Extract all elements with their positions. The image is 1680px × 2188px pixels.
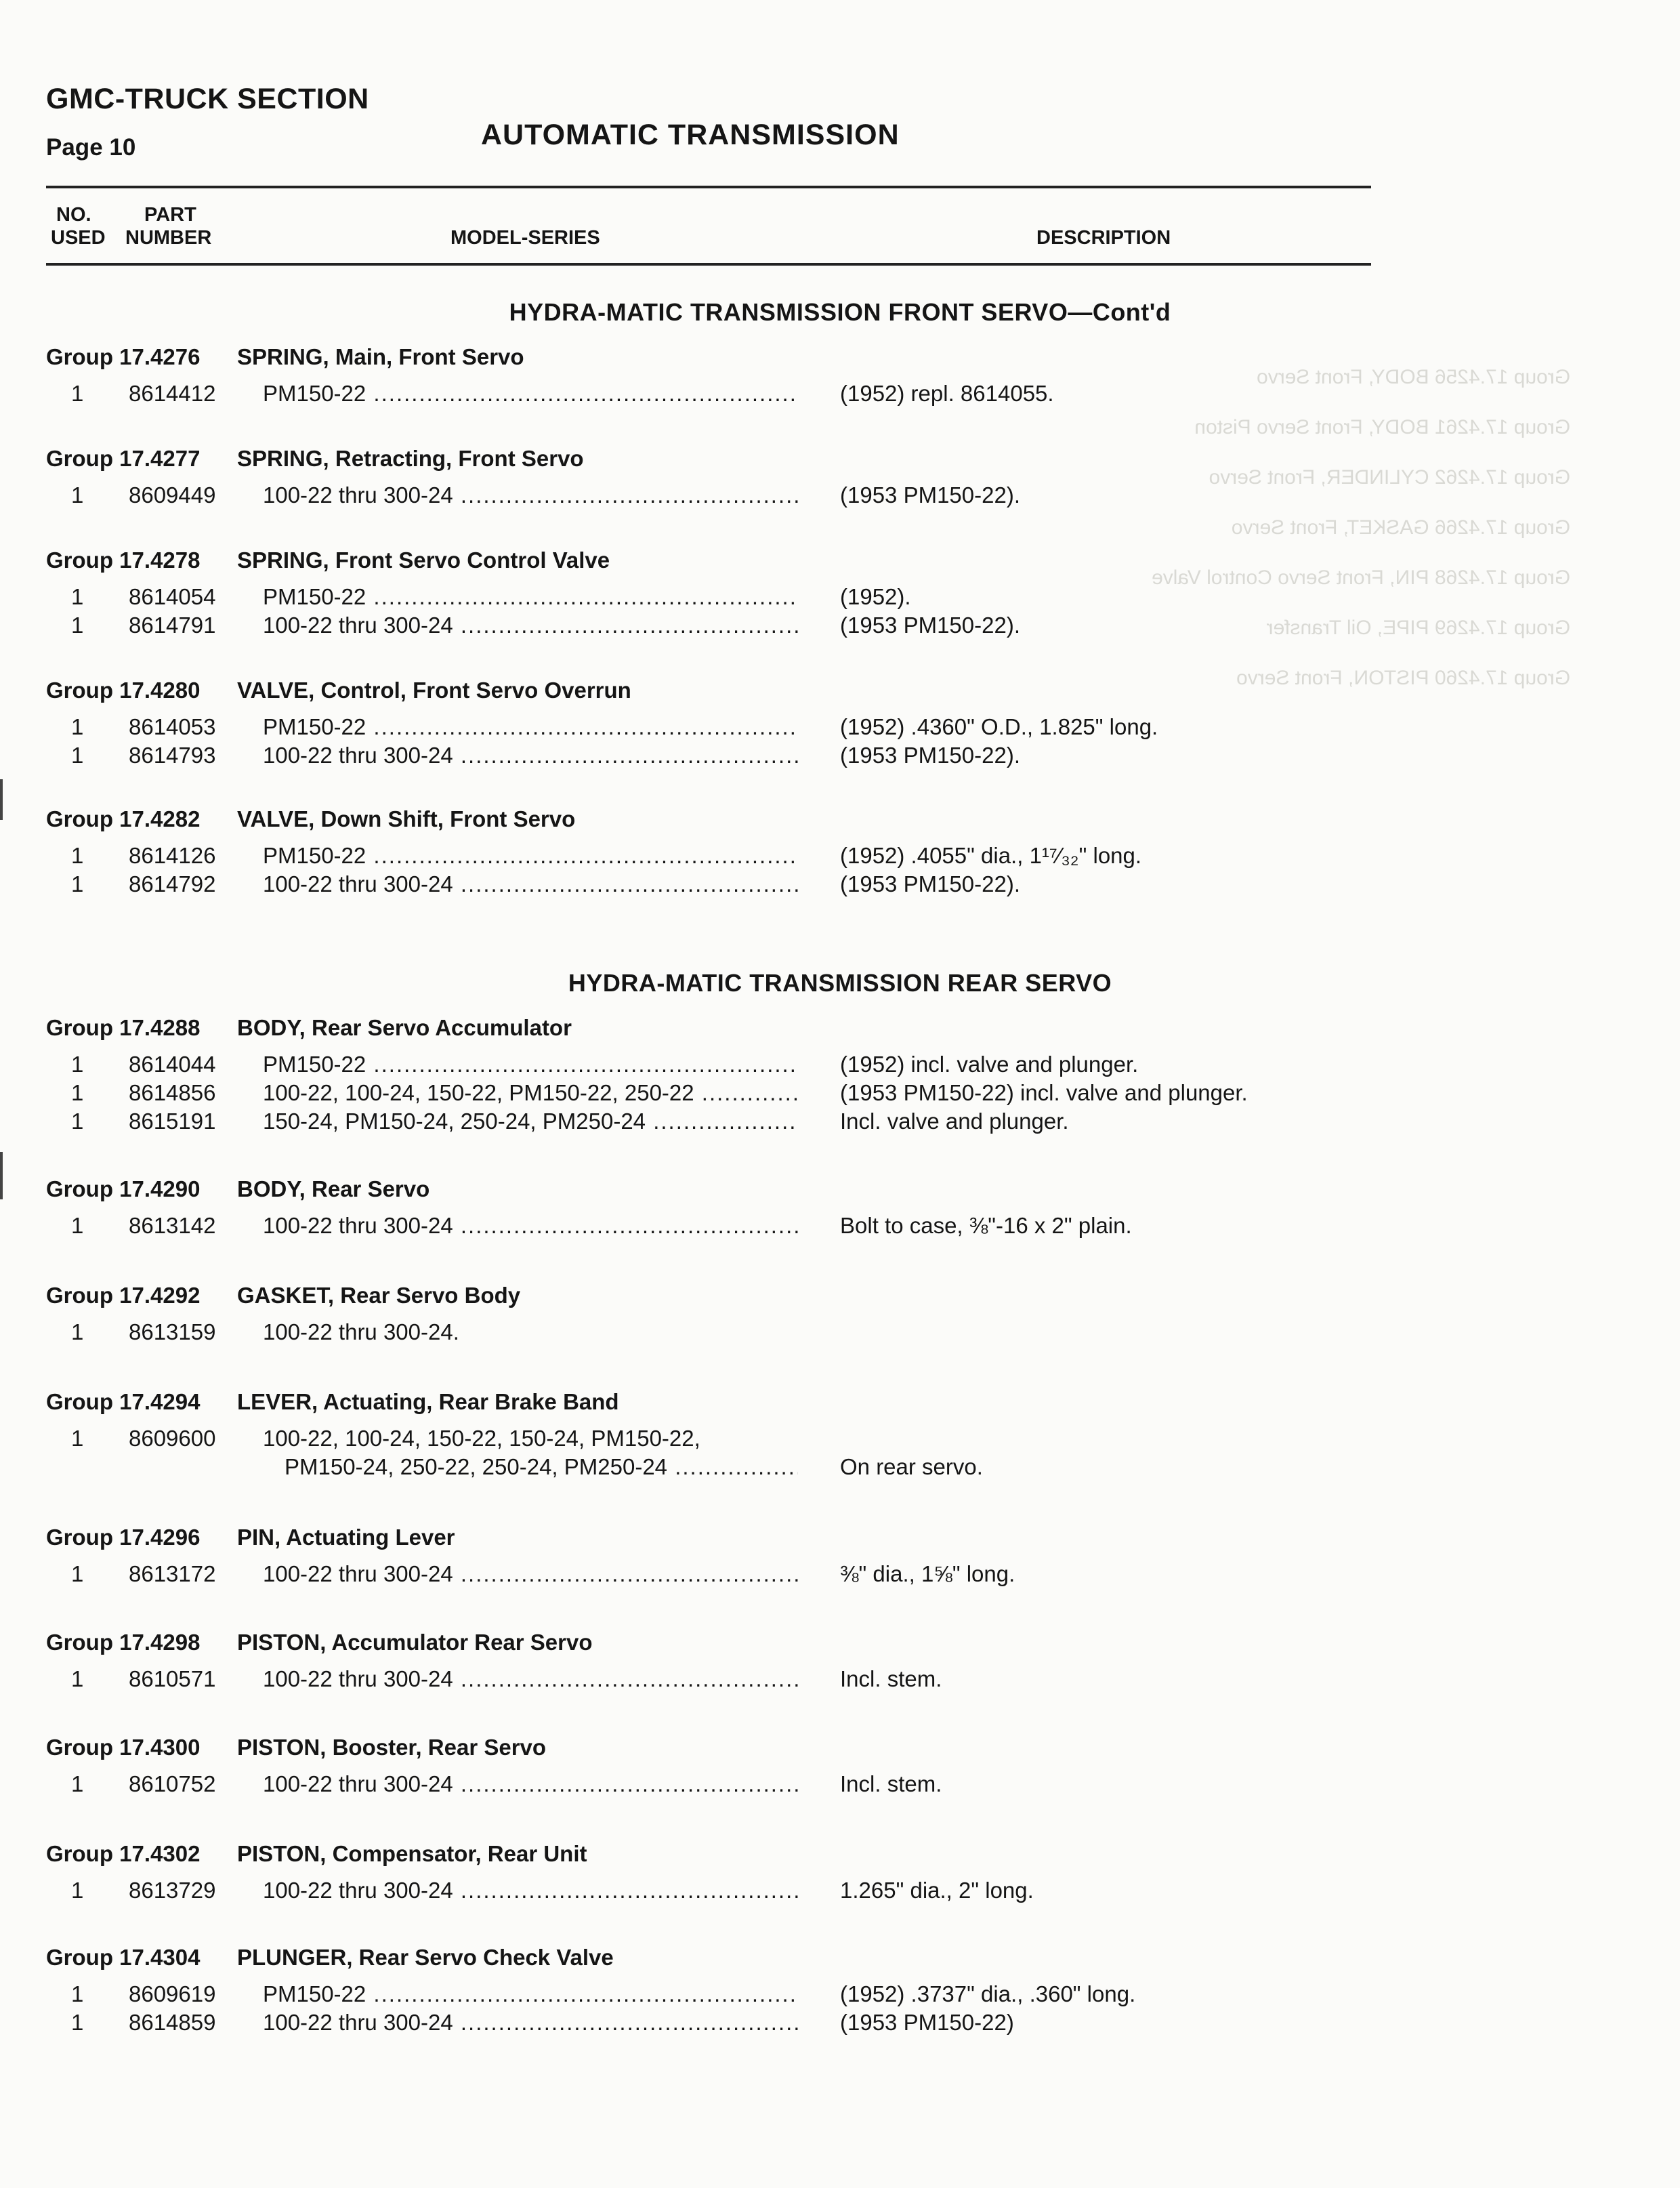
page-title: AUTOMATIC TRANSMISSION [481, 119, 900, 151]
group-number: Group 17.4280 [46, 678, 201, 703]
table-row [0, 1561, 1680, 1588]
group-heading [46, 1945, 614, 1970]
part-number: 8609449 [129, 482, 216, 508]
table-row [0, 1426, 1680, 1453]
description: Bolt to case, ⅜"-16 x 2" plain. [840, 1213, 1132, 1238]
description: (1952). [840, 584, 911, 609]
part-number: 8615191 [129, 1109, 216, 1134]
model-series: 100-22 thru 300-24 ..... [263, 482, 798, 508]
description: (1953 PM150-22). [840, 743, 1020, 768]
group-heading [46, 1389, 619, 1415]
description: 1.265" dia., 2" long. [840, 1878, 1034, 1903]
table-row [0, 2010, 1680, 2037]
description: (1952) .4360" O.D., 1.825" long. [840, 714, 1158, 739]
quantity-used: 1 [71, 381, 84, 406]
quantity-used: 1 [71, 1052, 84, 1077]
table-row [0, 613, 1680, 640]
table-row [0, 1666, 1680, 1693]
group-number: Group 17.4294 [46, 1389, 201, 1414]
quantity-used: 1 [71, 584, 84, 609]
table-row [0, 1454, 1680, 1481]
col-no: NO. [56, 204, 91, 226]
group-title: PISTON, Accumulator Rear Servo [237, 1630, 593, 1655]
part-number: 8614791 [129, 613, 216, 638]
quantity-used: 1 [71, 1080, 84, 1105]
part-number: 8614793 [129, 743, 216, 768]
table-row [0, 871, 1680, 899]
part-number: 8614053 [129, 714, 216, 739]
model-series: PM150-22 ..... [263, 381, 798, 407]
description: (1952) .4055" dia., 1¹⁷⁄₃₂" long. [840, 843, 1142, 868]
col-part: PART [144, 204, 196, 226]
group-number: Group 17.4296 [46, 1525, 201, 1550]
model-series: 100-22 thru 300-24 ..... [263, 613, 798, 638]
table-row [0, 1878, 1680, 1905]
group-title: SPRING, Main, Front Servo [237, 344, 524, 369]
section-heading: HYDRA-MATIC TRANSMISSION REAR SERVO [568, 969, 1112, 997]
part-number: 8614044 [129, 1052, 216, 1077]
group-title: VALVE, Down Shift, Front Servo [237, 806, 576, 831]
col-part-number [125, 203, 211, 249]
group-title: PIN, Actuating Lever [237, 1525, 455, 1550]
model-series: PM150-22 ..... [263, 714, 798, 740]
model-series: 100-22 thru 300-24 ..... [263, 1213, 798, 1239]
group-title: SPRING, Retracting, Front Servo [237, 446, 584, 471]
description: (1952) incl. valve and plunger. [840, 1052, 1139, 1077]
description: (1953 PM150-22) [840, 2010, 1014, 2035]
group-heading [46, 344, 524, 370]
part-number: 8613729 [129, 1878, 216, 1903]
group-number: Group 17.4276 [46, 344, 201, 369]
description: Incl. stem. [840, 1666, 942, 1691]
table-row [0, 1213, 1680, 1240]
table-row [0, 714, 1680, 741]
group-number: Group 17.4302 [46, 1841, 201, 1866]
description: On rear servo. [840, 1454, 983, 1479]
col-number: NUMBER [125, 227, 212, 249]
header-rule-bottom [46, 263, 1371, 266]
bleed-through: Group 17.4256 BODY, Front Servo Group 17.4261 BODY, Front Servo Piston Group 17.4262 CYLINDER, Front Servo Group 17.4266 GASKET, Front Servo Group 17.4268 PIN, Front Servo Control Valve Group 17.4269 PIPE, Oil Transfer Group 17.4260 PISTON, Front Servo [1152, 366, 1571, 689]
quantity-used: 1 [71, 1666, 84, 1691]
quantity-used: 1 [71, 1561, 84, 1586]
quantity-used: 1 [71, 613, 84, 638]
group-number: Group 17.4298 [46, 1630, 201, 1655]
group-number: Group 17.4300 [46, 1735, 201, 1760]
part-number: 8614412 [129, 381, 216, 406]
description: (1952) repl. 8614055. [840, 381, 1054, 406]
description: (1952) .3737" dia., .360" long. [840, 1981, 1136, 2006]
group-number: Group 17.4278 [46, 548, 201, 573]
quantity-used: 1 [71, 482, 84, 508]
quantity-used: 1 [71, 1771, 84, 1796]
table-row [0, 1771, 1680, 1798]
table-row [0, 1052, 1680, 1079]
model-series: 100-22 thru 300-24 ..... [263, 1561, 798, 1587]
group-number: Group 17.4282 [46, 806, 201, 831]
model-series: 100-22, 100-24, 150-22, 150-24, PM150-22, [263, 1426, 700, 1451]
section-heading: HYDRA-MATIC TRANSMISSION FRONT SERVO—Cont'd [509, 298, 1171, 326]
group-number: Group 17.4292 [46, 1283, 201, 1308]
model-series: 100-22 thru 300-24 ..... [263, 2010, 798, 2036]
part-number: 8610752 [129, 1771, 216, 1796]
quantity-used: 1 [71, 743, 84, 768]
part-number: 8614792 [129, 871, 216, 896]
part-number: 8609619 [129, 1981, 216, 2006]
model-series: 100-22 thru 300-24 ..... [263, 1771, 798, 1797]
description: (1953 PM150-22) incl. valve and plunger. [840, 1080, 1248, 1105]
group-heading [46, 678, 631, 703]
table-row [0, 843, 1680, 870]
group-title: VALVE, Control, Front Servo Overrun [237, 678, 631, 703]
part-number: 8614126 [129, 843, 216, 868]
group-number: Group 17.4288 [46, 1015, 201, 1040]
header-rule-top [46, 186, 1371, 188]
table-row [0, 381, 1680, 408]
table-row [0, 1109, 1680, 1136]
model-series: 100-22 thru 300-24 ..... [263, 1666, 798, 1692]
group-heading [46, 446, 584, 472]
part-number: 8613142 [129, 1213, 216, 1238]
group-title: PISTON, Compensator, Rear Unit [237, 1841, 587, 1866]
part-number: 8613159 [129, 1319, 216, 1344]
group-title: PISTON, Booster, Rear Servo [237, 1735, 547, 1760]
margin-mark [0, 1152, 3, 1199]
table-row [0, 743, 1680, 770]
model-series: 150-24, PM150-24, 250-24, PM250-24 ..... [263, 1109, 798, 1134]
quantity-used: 1 [71, 1981, 84, 2006]
model-series: PM150-22 ..... [263, 1052, 798, 1077]
quantity-used: 1 [71, 2010, 84, 2035]
group-heading [46, 1525, 455, 1550]
description: Incl. stem. [840, 1771, 942, 1796]
part-number: 8614856 [129, 1080, 216, 1105]
part-number: 8614859 [129, 2010, 216, 2035]
model-series: 100-22 thru 300-24 ..... [263, 871, 798, 897]
group-number: Group 17.4290 [46, 1176, 201, 1201]
group-heading [46, 1841, 587, 1867]
table-row [0, 1319, 1680, 1346]
table-row [0, 482, 1680, 510]
group-heading [46, 1015, 572, 1041]
part-number: 8614054 [129, 584, 216, 609]
group-title: GASKET, Rear Servo Body [237, 1283, 521, 1308]
group-heading [46, 1176, 429, 1202]
group-number: Group 17.4277 [46, 446, 201, 471]
group-heading [46, 1283, 520, 1308]
group-heading [46, 1630, 593, 1655]
group-heading [46, 1735, 546, 1760]
section-title: GMC-TRUCK SECTION [46, 83, 369, 115]
group-heading [46, 806, 575, 832]
page-number: Page 10 [46, 134, 136, 161]
margin-mark [0, 779, 3, 820]
part-number: 8609600 [129, 1426, 216, 1451]
description: (1953 PM150-22). [840, 613, 1020, 638]
col-model-series: MODEL-SERIES [450, 227, 600, 249]
col-no-used [51, 203, 106, 249]
quantity-used: 1 [71, 843, 84, 868]
group-number: Group 17.4304 [46, 1945, 201, 1970]
model-series: 100-22, 100-24, 150-22, PM150-22, 250-22 ..... [263, 1080, 798, 1106]
group-title: BODY, Rear Servo [237, 1176, 430, 1201]
model-series: 100-22 thru 300-24 ..... [263, 743, 798, 768]
table-row [0, 1080, 1680, 1107]
table-row [0, 584, 1680, 611]
group-heading [46, 548, 610, 573]
description: (1953 PM150-22). [840, 871, 1020, 896]
col-used: USED [51, 227, 106, 249]
quantity-used: 1 [71, 1878, 84, 1903]
model-series: 100-22 thru 300-24. [263, 1319, 459, 1344]
group-title: SPRING, Front Servo Control Valve [237, 548, 610, 573]
group-title: PLUNGER, Rear Servo Check Valve [237, 1945, 614, 1970]
model-series: PM150-22 ..... [263, 1981, 798, 2007]
col-description: DESCRIPTION [1036, 227, 1171, 249]
model-series: PM150-22 ..... [263, 584, 798, 610]
quantity-used: 1 [71, 1426, 84, 1451]
description: (1953 PM150-22). [840, 482, 1020, 508]
part-number: 8610571 [129, 1666, 216, 1691]
quantity-used: 1 [71, 714, 84, 739]
quantity-used: 1 [71, 871, 84, 896]
table-row [0, 1981, 1680, 2008]
quantity-used: 1 [71, 1109, 84, 1134]
part-number: 8613172 [129, 1561, 216, 1586]
description: ⅜" dia., 1⅝" long. [840, 1561, 1015, 1586]
quantity-used: 1 [71, 1213, 84, 1238]
description: Incl. valve and plunger. [840, 1109, 1069, 1134]
group-title: LEVER, Actuating, Rear Brake Band [237, 1389, 619, 1414]
group-title: BODY, Rear Servo Accumulator [237, 1015, 572, 1040]
model-series: 100-22 thru 300-24 ..... [263, 1878, 798, 1903]
model-series: PM150-22 ..... [263, 843, 798, 869]
model-series: PM150-24, 250-22, 250-24, PM250-24 ..... [285, 1454, 798, 1480]
quantity-used: 1 [71, 1319, 84, 1344]
